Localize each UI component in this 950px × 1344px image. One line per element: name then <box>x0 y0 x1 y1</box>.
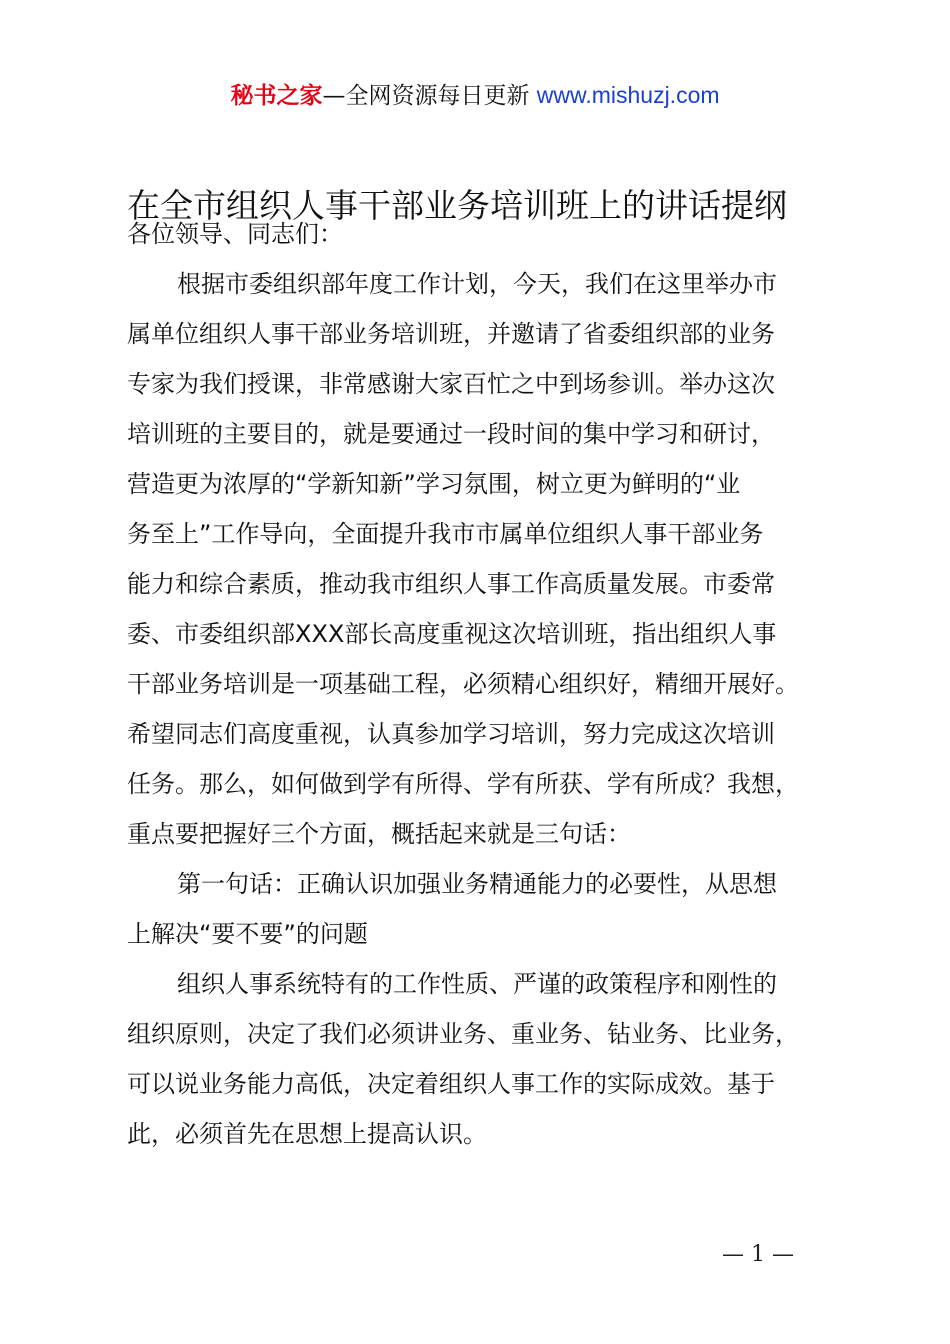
section-heading-line: 上解决“要不要”的问题 <box>127 920 368 948</box>
paragraph-line: 专家为我们授课，非常感谢大家百忙之中到场参训。举办这次 <box>127 370 775 398</box>
paragraph-line: 希望同志们高度重视，认真参加学习培训，努力完成这次培训 <box>127 720 775 748</box>
paragraph-line: 组织原则，决定了我们必须讲业务、重业务、钻业务、比业务， <box>127 1020 799 1048</box>
salutation: 各位领导、同志们： <box>127 220 343 248</box>
paragraph-line: 此，必须首先在思想上提高认识。 <box>127 1120 487 1148</box>
document-title: 在全市组织人事干部业务培训班上的讲话提纲 <box>127 186 787 225</box>
section-heading-line: 第一句话：正确认识加强业务精通能力的必要性，从思想 <box>177 870 777 898</box>
paragraph-line: 营造更为浓厚的“学新知新”学习氛围，树立更为鲜明的“业 <box>127 470 741 498</box>
paragraph-line: 属单位组织人事干部业务培训班，并邀请了省委组织部的业务 <box>127 320 775 348</box>
banner-tagline: —全网资源每日更新 <box>322 83 537 109</box>
paragraph-line: 根据市委组织部年度工作计划，今天，我们在这里举办市 <box>177 270 777 298</box>
paragraph-line: 组织人事系统特有的工作性质、严谨的政策程序和刚性的 <box>177 970 777 998</box>
paragraph-line: 委、市委组织部XXX部长高度重视这次培训班，指出组织人事 <box>127 620 777 648</box>
page-number: — 1 — <box>722 1242 794 1267</box>
paragraph-line: 干部业务培训是一项基础工程，必须精心组织好，精细开展好。 <box>127 670 799 698</box>
paragraph-line: 可以说业务能力高低，决定着组织人事工作的实际成效。基于 <box>127 1070 775 1098</box>
paragraph-line: 务至上”工作导向，全面提升我市市属单位组织人事干部业务 <box>127 520 764 548</box>
document-body <box>127 209 845 1159</box>
paragraph-line: 能力和综合素质，推动我市组织人事工作高质量发展。市委常 <box>127 570 775 598</box>
brand-name: 秘书之家 <box>230 83 323 109</box>
paragraph-line: 任务。那么，如何做到学有所得、学有所获、学有所成？我想， <box>127 770 799 798</box>
paragraph-line: 培训班的主要目的，就是要通过一段时间的集中学习和研讨， <box>127 420 775 448</box>
paragraph-line: 重点要把握好三个方面，概括起来就是三句话： <box>127 820 631 848</box>
site-banner <box>0 78 950 113</box>
site-url-link[interactable]: www.mishuzj.com <box>536 82 720 108</box>
